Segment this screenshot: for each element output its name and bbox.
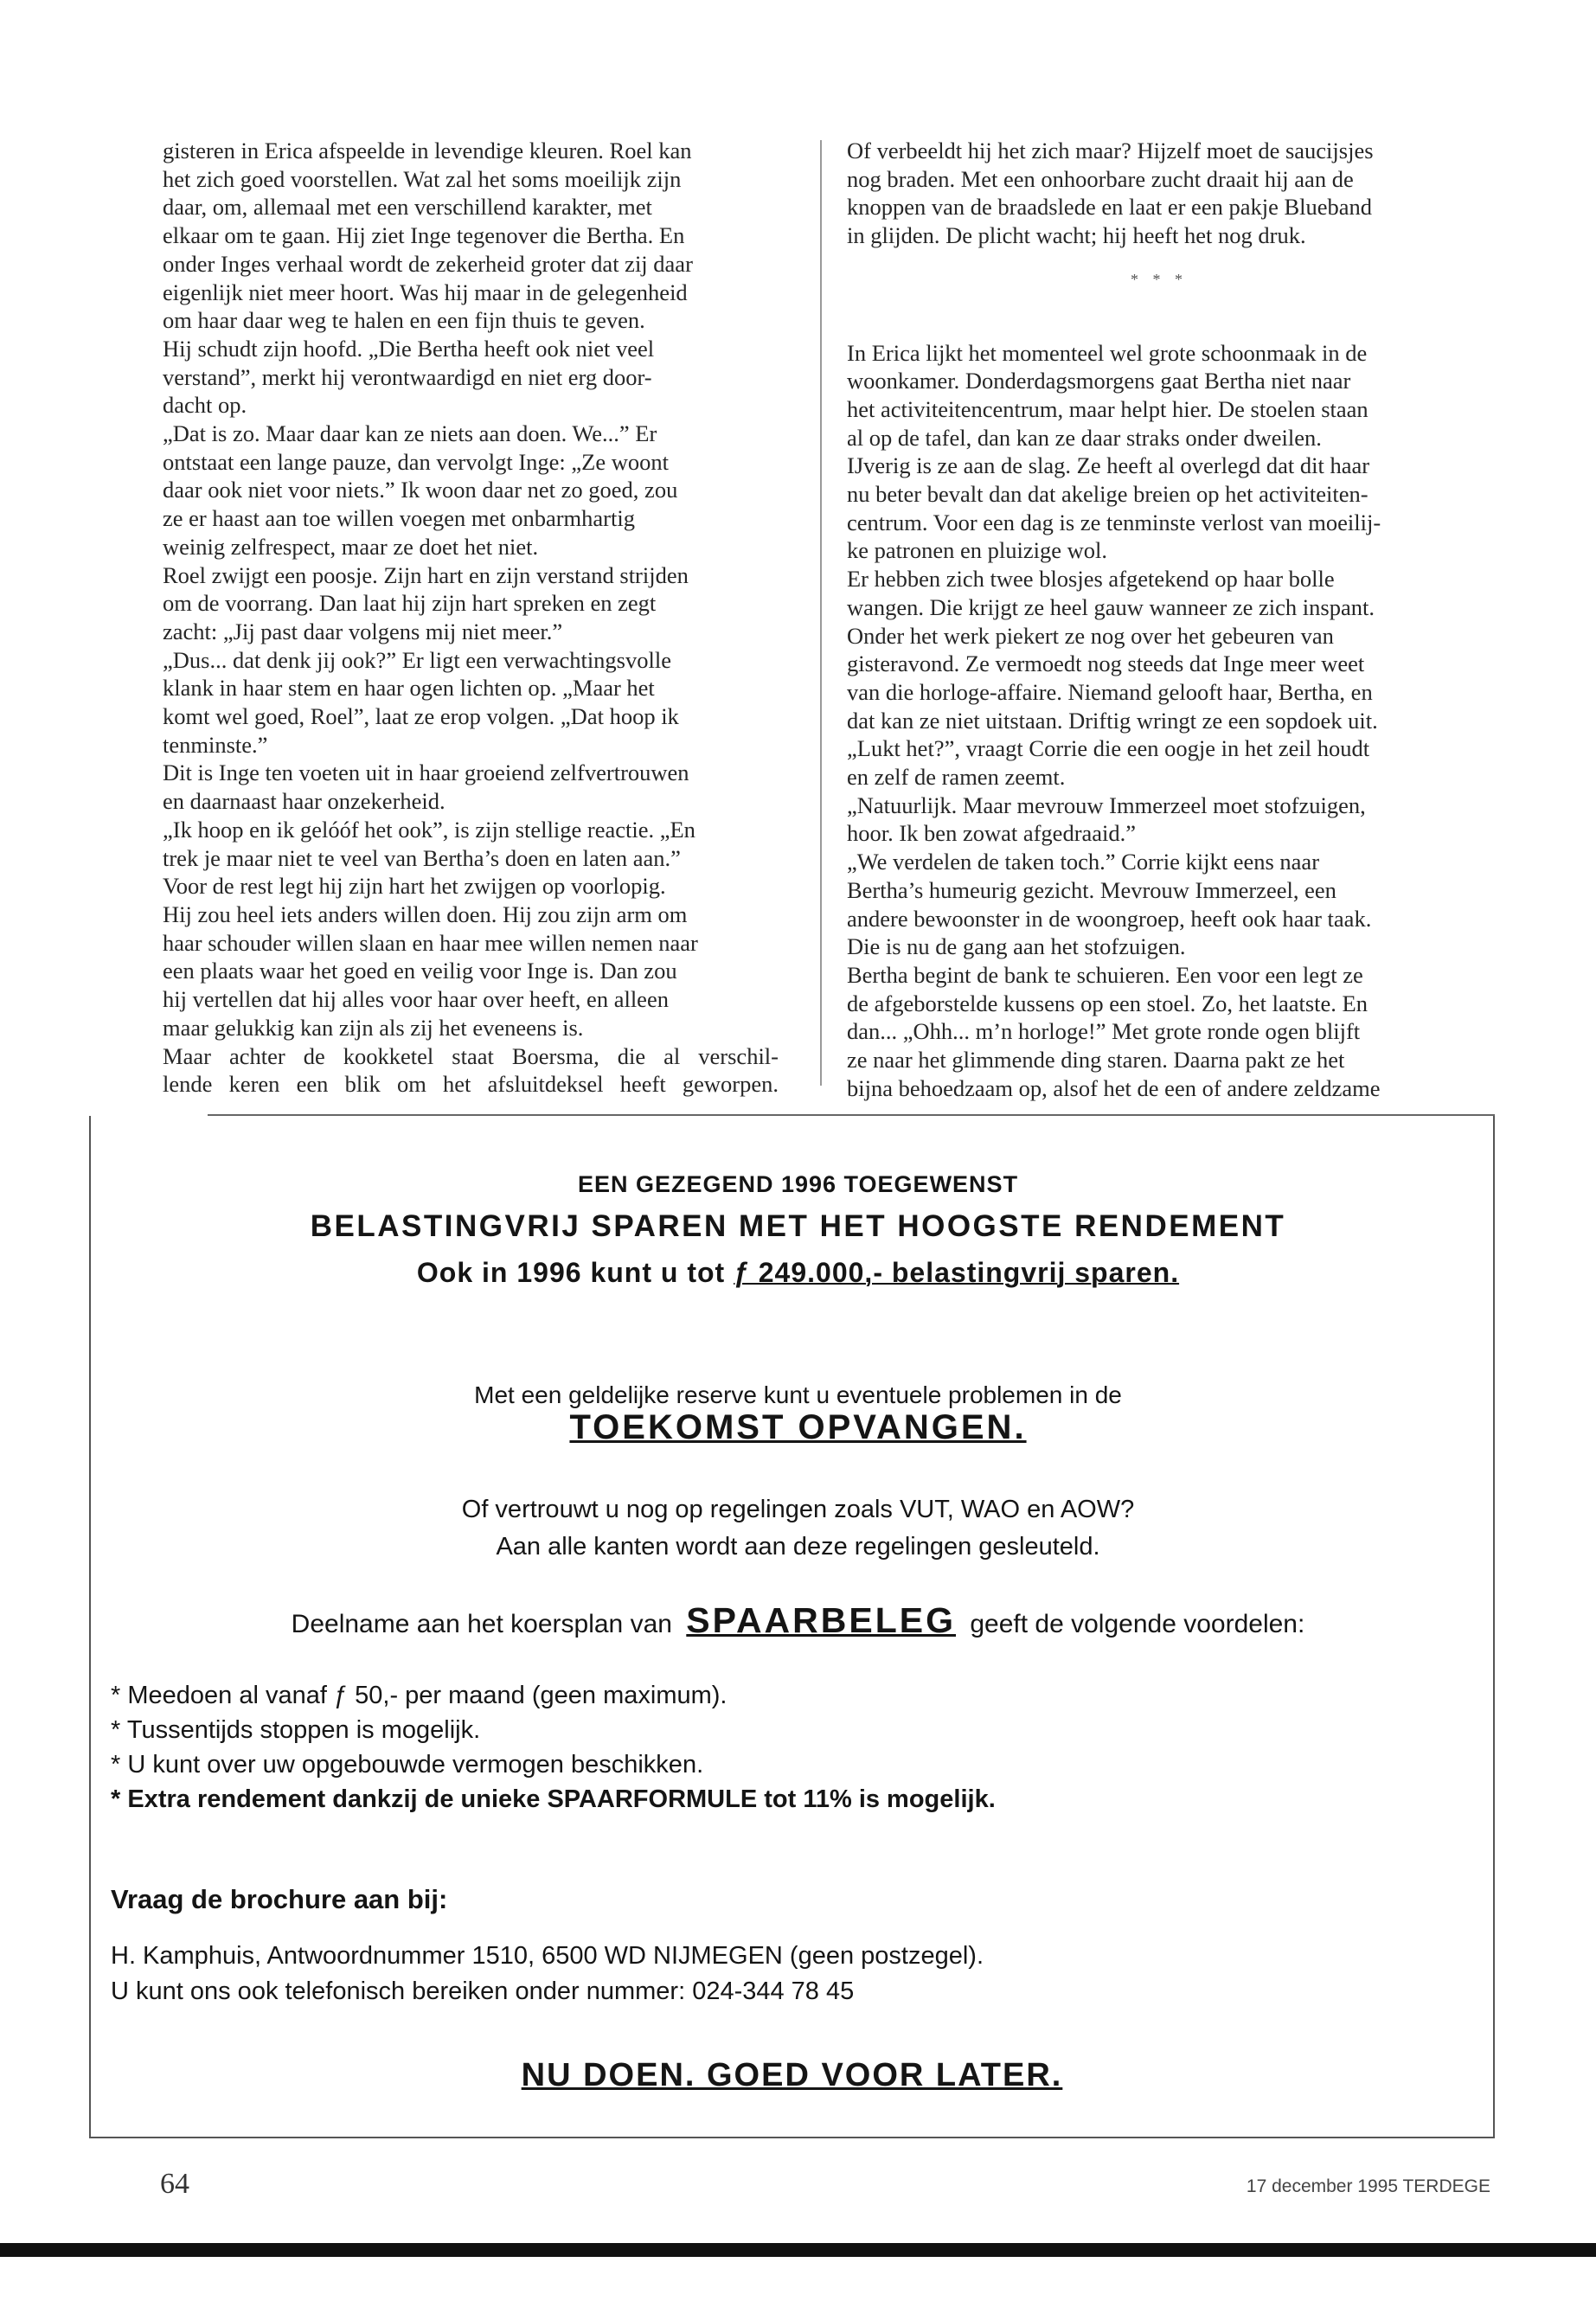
ad-participation-suffix: geeft de volgende voordelen: xyxy=(970,1610,1305,1638)
story-paragraph: Of verbeeldt hij het zich maar? Hijzelf moet de saucijsjes nog braden. Met een onhoorbare zucht draait hij aan de knoppen van de braadslede en laat er een pakje Blueband in glijden. De plicht wacht; hij heeft het nog druk. xyxy=(847,138,1374,249)
scan-edge-bar xyxy=(0,2243,1596,2257)
section-gap xyxy=(847,315,1471,339)
issue-credit: 17 december 1995 TERDEGE xyxy=(1246,2176,1490,2196)
ad-benefit-highlight: * Extra rendement dankzij de unieke SPAARFORMULE tot 11% is mogelijk. xyxy=(111,1785,996,1813)
story-paragraph: Roel zwijgt een poosje. Zijn hart en zijn verstand strijden om de voorrang. Dan laat hij zijn hart spreken en zegt zacht: „Jij past daar volgens mij niet meer.” xyxy=(163,561,689,644)
story-paragraph: Bertha begint de bank te schuieren. Een voor een legt ze de afgeborstelde kussens op een stoel. Zo, het laatste. En dan... „Ohh... m’n horloge!” Met grote ronde ogen blijft ze naar het glimmende ding staren. Daarna pakt ze het bijna behoedzaam op, alsof het de een of andere zeldzame xyxy=(847,961,1381,1101)
ad-address: H. Kamphuis, Antwoordnummer 1510, 6500 WD NIJMEGEN (geen postzegel). xyxy=(111,1942,984,1970)
story-column-right xyxy=(847,137,1471,1103)
story-paragraph: Hij schudt zijn hoofd. „Die Bertha heeft ook niet veel verstand”, merkt hij verontwaardigd en niet erg door- dacht op. xyxy=(163,335,655,419)
ad-benefit-item: * Meedoen al vanaf ƒ 50,- per maand (geen maximum). xyxy=(111,1682,727,1709)
story-paragraph: Dit is Inge ten voeten uit in haar groeiend zelfvertrouwen en daarnaast haar onzekerheid. xyxy=(163,760,689,815)
ad-brochure-heading: Vraag de brochure aan bij: xyxy=(111,1884,448,1914)
story-paragraph: IJverig is ze aan de slag. Ze heeft al overlegd dat dit haar nu beter bevalt dan dat akelige breien op het activiteiten- centrum. Voor een dag is ze tenminste verlost van moeilij- ke patronen en pluizige wol. xyxy=(847,452,1381,564)
ad-participation-line xyxy=(0,1600,1596,1641)
ad-future-line: TOEKOMST OPVANGEN. xyxy=(569,1408,1027,1446)
ad-greeting: EEN GEZEGEND 1996 TOEGEWENST xyxy=(577,1171,1019,1197)
ad-benefit-item: * Tussentijds stoppen is mogelijk. xyxy=(111,1716,481,1744)
ad-slogan: NU DOEN. GOED VOOR LATER. xyxy=(521,2057,1063,2093)
ad-benefit-item: * U kunt over uw opgebouwde vermogen beschikken. xyxy=(111,1751,704,1779)
ad-headline: BELASTINGVRIJ SPAREN MET HET HOOGSTE RENDEMENT xyxy=(310,1209,1286,1243)
ad-brand-name: SPAARBELEG xyxy=(686,1600,957,1640)
ad-subhead xyxy=(0,1257,1596,1289)
ad-reserve-line: Met een geldelijke reserve kunt u eventuele problemen in de xyxy=(474,1381,1122,1408)
story-paragraph: „Lukt het?”, vraagt Corrie die een oogje in het zeil houdt en zelf de ramen zeemt. xyxy=(847,735,1370,791)
story-paragraph: „Ik hoop en ik gelóóf het ook”, is zijn stellige reactie. „En trek je maar niet te veel van Bertha’s doen en laten aan.” Voor de rest legt hij zijn hart het zwijgen op voorlopig. Hij zou heel iets anders willen doen. Hij zou zijn arm om haar schouder willen slaan en haar mee willen nemen naar een plaats waar het goed en veilig voor Inge is. Dan zou hij vertellen dat hij alles voor haar over heeft, en alleen maar gelukkig kan zijn als zij het eveneens is. xyxy=(163,816,698,1041)
ad-phone: U kunt ons ook telefonisch bereiken onder nummer: 024-344 78 45 xyxy=(111,1977,855,2005)
ad-subhead-prefix: Ook in 1996 kunt u tot xyxy=(416,1257,734,1288)
story-paragraph: In Erica lijkt het momenteel wel grote schoonmaak in de woonkamer. Donderdagsmorgens gaat Bertha niet naar het activiteitencentrum, maar helpt hier. De stoelen staan al op de tafel, dan kan ze daar straks onder dweilen. xyxy=(847,339,1368,451)
story-paragraph: Maar achter de kookketel staat Boersma, die al verschil- lende keren een blik om het afsluitdeksel heeft geworpen. xyxy=(163,1042,779,1098)
story-paragraph: gisteren in Erica afspeelde in levendige kleuren. Roel kan het zich goed voorstellen. Wat zal het soms moeilijk zijn daar, om, allemaal met een verschillend karakter, met elkaar om te gaan. Hij ziet Inge tegenover die Bertha. En onder Inges verhaal wordt de zekerheid groter dat zij daar eigenlijk niet meer hoort. Was hij maar in de gelegenheid om haar daar weg te halen en een fijn thuis te geven. xyxy=(163,138,693,334)
ad-participation-prefix: Deelname aan het koersplan van xyxy=(291,1610,672,1638)
section-separator: * * * xyxy=(1131,270,1188,288)
ad-subhead-amount: ƒ 249.000,- belastingvrij sparen. xyxy=(734,1257,1180,1288)
ad-benefits-list xyxy=(111,1678,1460,1817)
story-paragraph: „We verdelen de taken toch.” Corrie kijkt eens naar Bertha’s humeurig gezicht. Mevrouw Immerzeel, een andere bewoonster in de woongroep, heeft ook haar taak. Die is nu de gang aan het stofzuigen. xyxy=(847,849,1372,960)
story-paragraph: „Dus... dat denk jij ook?” Er ligt een verwachtingsvolle klank in haar stem en haar ogen lichten op. „Maar het komt wel goed, Roel”, laat ze erop volgen. „Dat hoop ik tenminste.” xyxy=(163,646,679,758)
page-number: 64 xyxy=(160,2168,189,2200)
story-column-left xyxy=(163,137,779,1099)
ad-eroded-line: Aan alle kanten wordt aan deze regelingen gesleuteld. xyxy=(496,1533,1100,1561)
story-paragraph: Er hebben zich twee blosjes afgetekend op haar bolle wangen. Die krijgt ze heel gauw wanneer ze zich inspant. Onder het werk piekert ze nog over het gebeuren van gisteravond. Ze vermoedt nog steeds dat Inge meer weet van die horloge-affaire. Niemand gelooft haar, Bertha, en dat kan ze niet uitstaan. Driftig wringt ze een sopdoek uit. xyxy=(847,566,1378,734)
story-paragraph: „Natuurlijk. Maar mevrouw Immerzeel moet stofzuigen, hoor. Ik ben zowat afgedraaid.” xyxy=(847,792,1366,847)
story-paragraph: „Dat is zo. Maar daar kan ze niets aan doen. We...” Er ontstaat een lange pauze, dan vervolgt Inge: „Ze woont daar ook niet voor niets.” Ik woon daar net zo goed, zou ze er haast aan toe willen voegen met onbarmhartig weinig zelfrespect, maar ze doet het niet. xyxy=(163,420,678,560)
column-divider xyxy=(820,140,822,1086)
ad-question-line: Of vertrouwt u nog op regelingen zoals VUT, WAO en AOW? xyxy=(461,1496,1135,1523)
